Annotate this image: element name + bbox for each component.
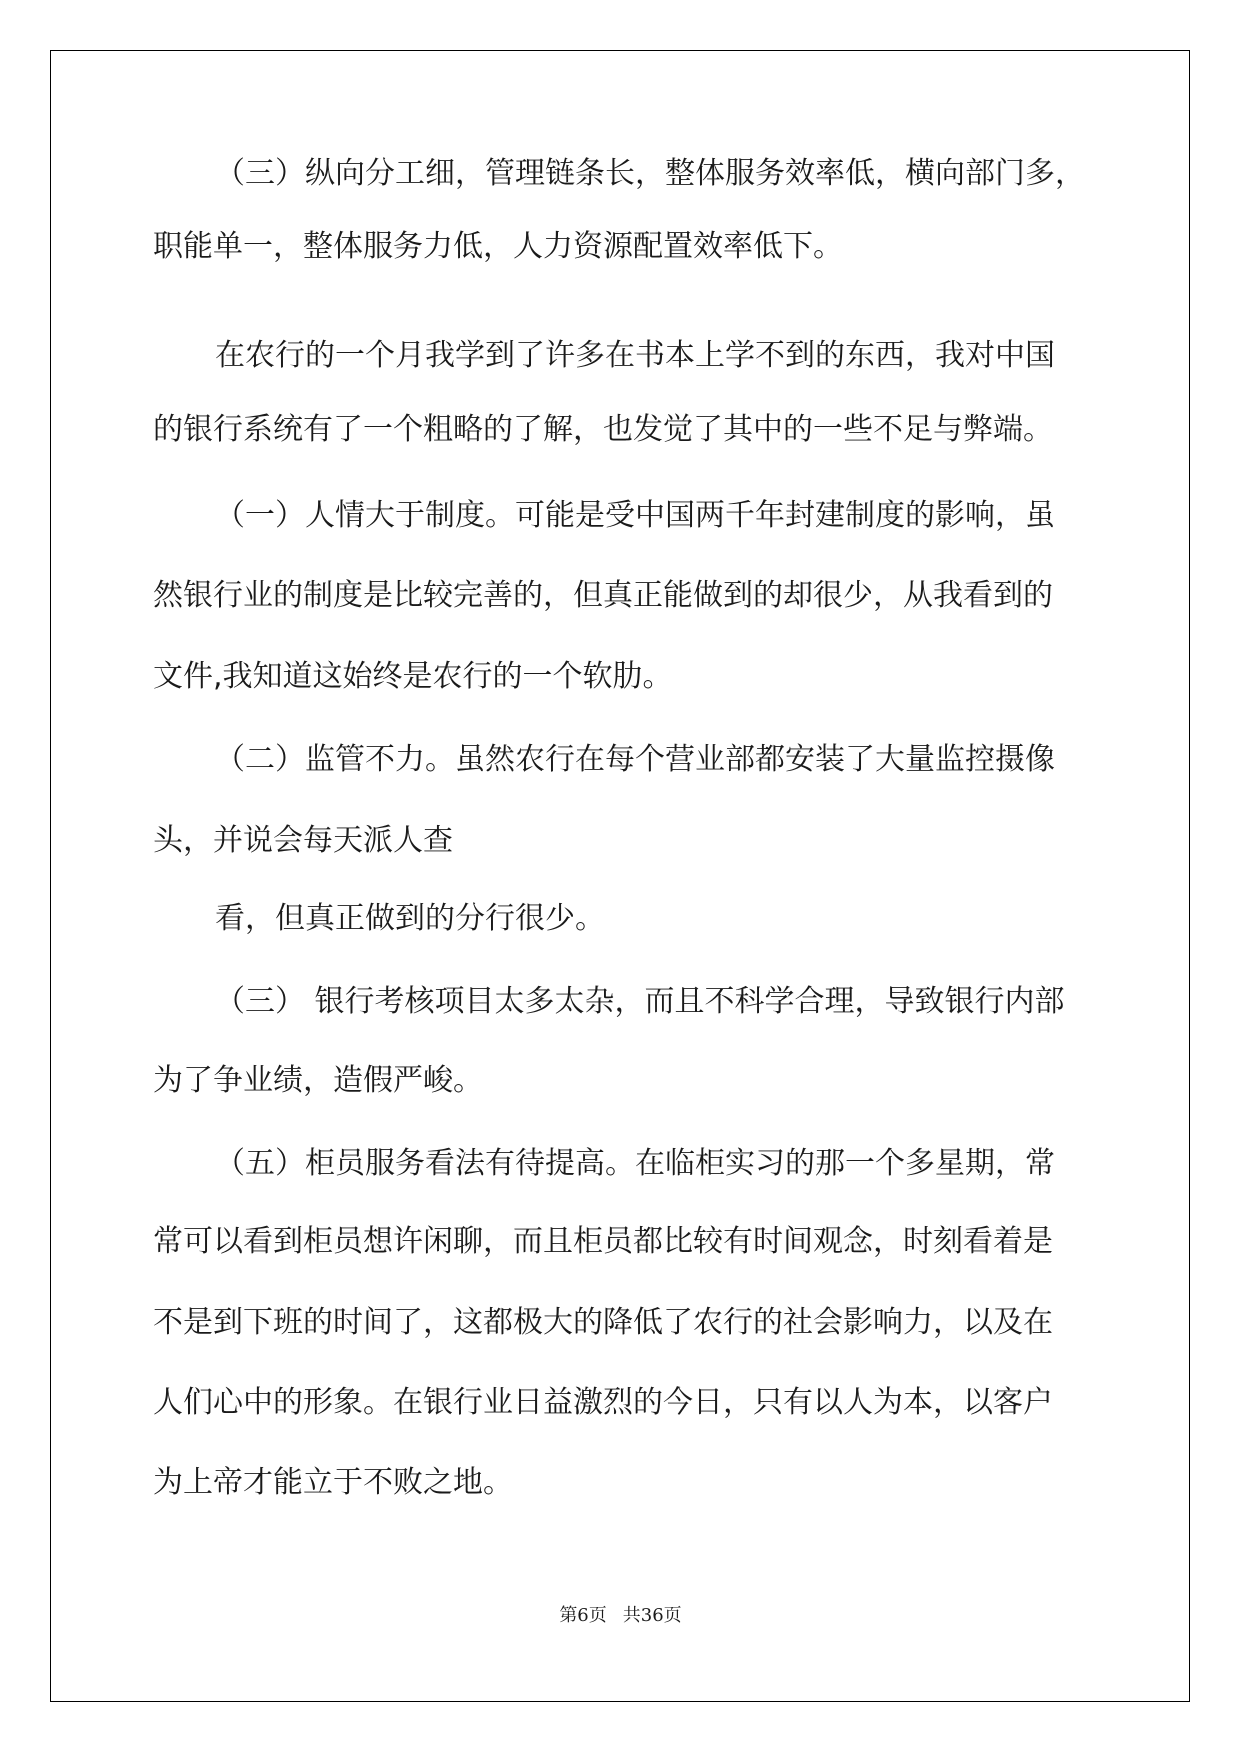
paragraph-line: （三）纵向分工细，管理链条长，整体服务效率低，横向部门多，: [215, 156, 1085, 191]
paragraph-line: （五）柜员服务看法有待提高。在临柜实习的那一个多星期，常: [215, 1146, 1055, 1181]
paragraph-line: （三） 银行考核项目太多太杂，而且不科学合理，导致银行内部: [215, 984, 1065, 1019]
paragraph-line: 看，但真正做到的分行很少。: [215, 901, 605, 936]
paragraph-line: 为上帝才能立于不败之地。: [153, 1465, 513, 1500]
paragraph-line: 不是到下班的时间了，这都极大的降低了农行的社会影响力，以及在: [153, 1305, 1053, 1340]
paragraph-line: 文件,我知道这始终是农行的一个软肋。: [153, 659, 673, 694]
paragraph-line: 的银行系统有了一个粗略的了解，也发觉了其中的一些不足与弊端。: [153, 412, 1053, 447]
paragraph-line: 在农行的一个月我学到了许多在书本上学不到的东西，我对中国: [215, 338, 1055, 373]
paragraph-line: 然银行业的制度是比较完善的，但真正能做到的却很少，从我看到的: [153, 578, 1053, 613]
total-pages: 共36页: [622, 1605, 682, 1626]
paragraph-line: 人们心中的形象。在银行业日益激烈的今日，只有以人为本，以客户: [153, 1385, 1053, 1420]
page-footer: [0, 1605, 1241, 1627]
paragraph-line: （二）监管不力。虽然农行在每个营业部都安装了大量监控摄像: [215, 742, 1055, 777]
paragraph-line: 职能单一，整体服务力低，人力资源配置效率低下。: [153, 229, 843, 264]
paragraph-line: 常可以看到柜员想许闲聊，而且柜员都比较有时间观念，时刻看着是: [153, 1224, 1053, 1259]
paragraph-line: （一）人情大于制度。可能是受中国两千年封建制度的影响，虽: [215, 498, 1055, 533]
paragraph-line: 头，并说会每天派人查: [153, 823, 453, 858]
page-border: [50, 50, 1190, 1702]
page-number: 第6页: [559, 1605, 607, 1626]
paragraph-line: 为了争业绩，造假严峻。: [153, 1063, 483, 1098]
